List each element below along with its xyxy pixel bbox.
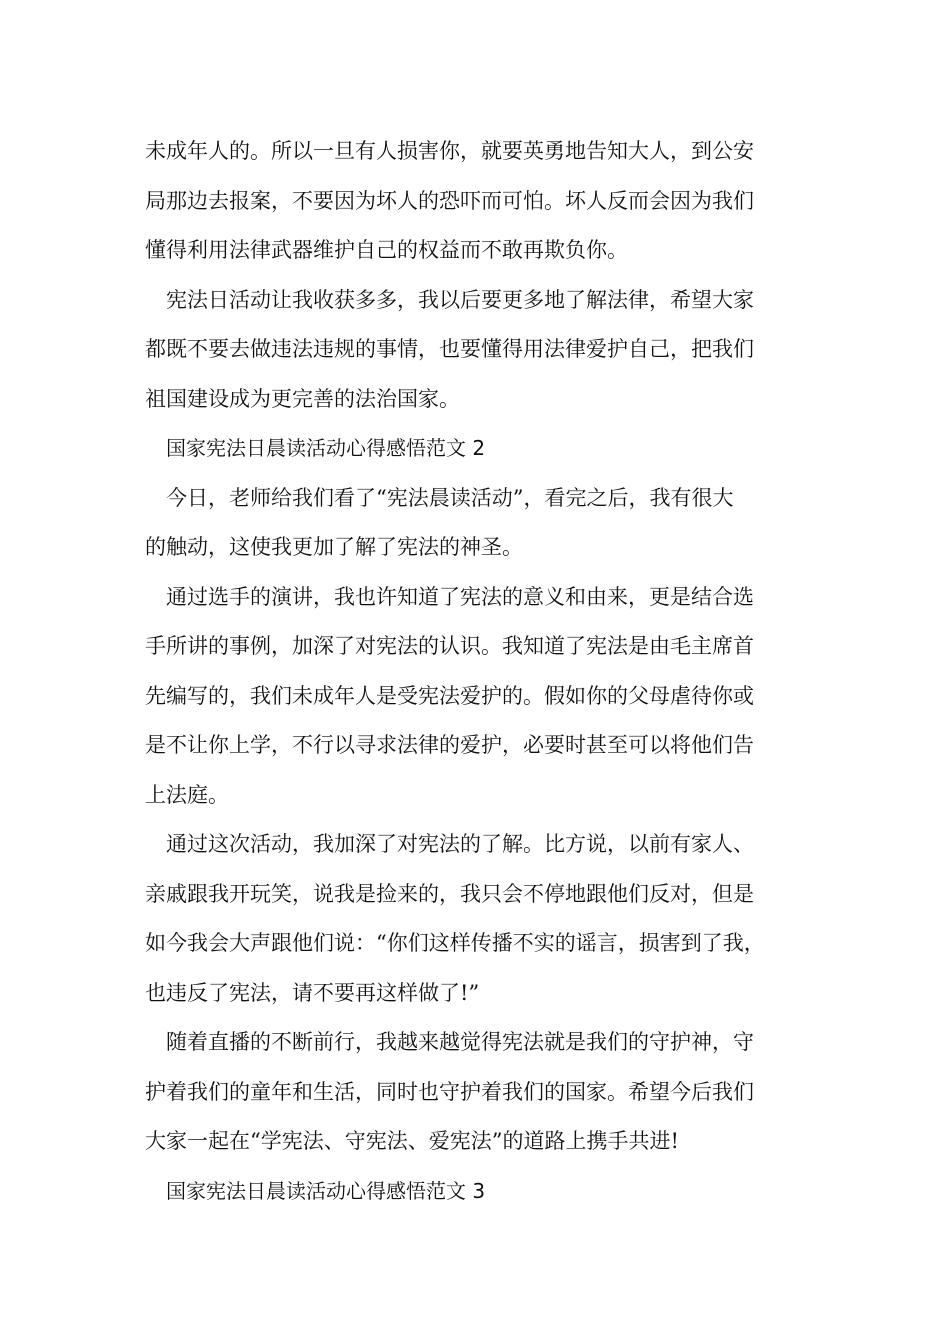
paragraph	[145, 276, 825, 425]
text-line: 大家一起在“学宪法、守宪法、爱宪法”的道路上携手共进!	[145, 1129, 679, 1153]
paragraph	[145, 573, 825, 821]
paragraph	[145, 474, 825, 573]
section-heading-text: 国家宪法日晨读活动心得感悟范文 2	[166, 436, 486, 460]
text-line: 未成年人的。所以一旦有人损害你，就要英勇地告知大人，到公安	[145, 139, 754, 163]
paragraph	[145, 820, 825, 1018]
text-line: 手所讲的事例，加深了对宪法的认识。我知道了宪法是由毛主席首	[145, 634, 754, 658]
paragraph	[145, 1018, 825, 1167]
text-line: 随着直播的不断前行，我越来越觉得宪法就是我们的守护神，守	[166, 1030, 754, 1054]
document-body	[145, 127, 825, 1216]
text-line: 都既不要去做违法违规的事情，也要懂得用法律爱护自己，把我们	[145, 337, 754, 361]
text-line: 上法庭。	[145, 782, 229, 807]
text-line: 是不让你上学，不行以寻求法律的爱护，必要时甚至可以将他们告	[145, 733, 754, 757]
text-line: 通过这次活动，我加深了对宪法的了解。比方说，以前有家人、	[166, 832, 754, 856]
text-line: 局那边去报案，不要因为坏人的恐吓而可怕。坏人反而会因为我们	[145, 188, 754, 213]
text-line: 先编写的，我们未成年人是受宪法爱护的。假如你的父母虐待你或	[145, 683, 754, 708]
text-line: 也违反了宪法，请不要再这样做了!”	[145, 980, 480, 1005]
text-line: 通过选手的演讲，我也许知道了宪法的意义和由来，更是结合选	[166, 584, 754, 609]
text-line: 今日，老师给我们看了“宪法晨读活动”，看完之后，我有很大	[166, 485, 734, 510]
text-line: 护着我们的童年和生活，同时也守护着我们的国家。希望今后我们	[145, 1079, 754, 1104]
text-line: 的触动，这使我更加了解了宪法的神圣。	[145, 535, 523, 559]
section-heading	[145, 424, 825, 474]
text-line: 如今我会大声跟他们说：“你们这样传播不实的谣言，损害到了我，	[145, 931, 765, 955]
section-heading	[145, 1167, 825, 1217]
paragraph	[145, 127, 825, 276]
text-line: 祖国建设成为更完善的法治国家。	[145, 386, 460, 411]
text-line: 亲戚跟我开玩笑，说我是捡来的，我只会不停地跟他们反对，但是	[145, 881, 754, 906]
text-line: 宪法日活动让我收获多多，我以后要更多地了解法律，希望大家	[166, 287, 754, 312]
text-line: 懂得利用法律武器维护自己的权益而不敢再欺负你。	[145, 238, 628, 262]
section-heading-text: 国家宪法日晨读活动心得感悟范文 3	[166, 1178, 486, 1203]
